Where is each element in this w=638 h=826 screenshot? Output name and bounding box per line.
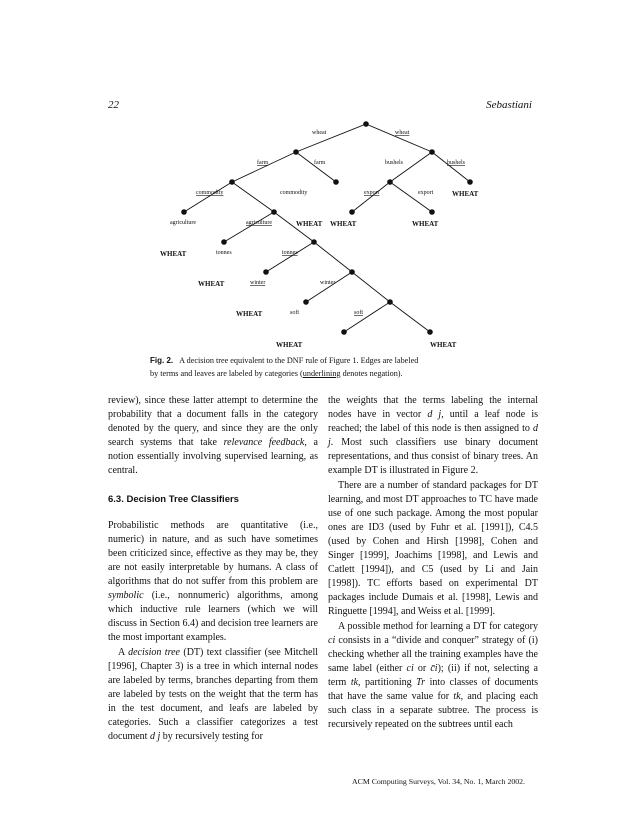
edge-label: export: [364, 190, 380, 196]
figure-caption: Fig. 2. A decision tree equivalent to the DNF rule of Figure 1. Edges are labeled by terms and leaves are labeled by categories (underlining denotes negation).: [150, 356, 419, 378]
edge-label: winter: [320, 280, 336, 286]
paragraph: Probabilistic methods are quantitative (i.e., numeric) in nature, and as such have sometimes been criticized since, effective as they may be, they are not easily interpretable by humans. A class of algorithms that do not suffer from this problem are symbolic (i.e., nonnumeric) algorithms, among which inductive rule learners (which we will discuss in Section 6.4) and decision tree learners are the most important examples.: [108, 519, 318, 644]
edge-label: bushels: [385, 160, 403, 166]
leaf-label: WHEAT: [160, 250, 187, 258]
page-number: 22: [108, 99, 119, 111]
figure-label: Fig. 2.: [150, 356, 174, 365]
paragraph: There are a number of standard packages for DT learning, and most DT approaches to TC have made use of one such package. Among the most popular ones are ID3 (used by Fuhr et al. [1991]), C4.5 (used by Cohen and Hirsh [1998], Cohen and Singer [1999], Joachims [1998], and Lewis and Catlett [1994]), and C5 (used by Li and Jain [1998]). TC efforts based on experimental DT packages include Dumais et al. [1998], Lewis and Ringuette [1994], and Weiss et al. [1999].: [328, 479, 538, 618]
paragraph: A possible method for learning a DT for category ci consists in a “divide and conquer” strategy of (i) checking whether all the training examples have the same label (either ci or c̄i); (ii) if not, selecting a term tk, partitioning Tr into classes of documents that have the same value for tk, and placing each such class in a separate subtree. The process is recursively repeated on the subtrees until each: [328, 620, 539, 731]
edge-label: export: [418, 190, 434, 196]
left-column: [108, 394, 318, 744]
edge-label: tonnes: [282, 250, 298, 256]
edge-label: farm: [257, 160, 269, 166]
edge-label: wheat: [395, 130, 410, 136]
leaf-label: WHEAT: [330, 220, 357, 228]
journal-footer: ACM Computing Surveys, Vol. 34, No. 1, March 2002.: [352, 777, 525, 786]
edge-label: commodity: [196, 190, 224, 196]
running-author: Sebastiani: [486, 99, 532, 111]
edge-label: tonnes: [216, 250, 232, 256]
edge-label: agriculture: [170, 220, 196, 226]
paragraph: review), since these latter attempt to determine the probability that a document falls in the category denoted by the query, and since they are the only search systems that take relevance feedback, a notion essentially involving supervised learning, as central.: [108, 395, 318, 477]
edge-label: soft: [354, 310, 363, 316]
edge-label: agriculture: [246, 220, 272, 226]
section-heading: 6.3. Decision Tree Classifiers: [108, 493, 239, 505]
right-column: [328, 394, 538, 732]
edge-label: farm: [314, 160, 326, 166]
leaf-label: WHEAT: [276, 341, 303, 349]
edge-label: soft: [290, 310, 299, 316]
edge-label: bushels: [447, 160, 465, 166]
paragraph: A decision tree (DT) text classifier (see Mitchell [1996], Chapter 3) is a tree in which internal nodes are labeled by terms, branches departing from them are labeled by tests on the weight that the term has in the test document, and leafs are labeled by categories. Such a classifier categorizes a test document d j by recursively testing for: [108, 646, 319, 743]
decision-tree-figure: [140, 118, 540, 350]
leaf-label: WHEAT: [198, 280, 225, 288]
leaf-label: WHEAT: [452, 190, 479, 198]
leaf-label: WHEAT: [430, 341, 457, 349]
leaf-label: WHEAT: [412, 220, 439, 228]
edge-label: wheat: [312, 130, 327, 136]
edge-label: commodity: [280, 190, 308, 196]
leaf-label: WHEAT: [236, 310, 263, 318]
edge-label: winter: [250, 280, 266, 286]
leaf-label: WHEAT: [296, 220, 323, 228]
paragraph: the weights that the terms labeling the internal nodes have in vector d j, until a leaf node is reached; the label of this node is then assigned to d j. Most such classifiers use binary document representations, and thus consist of binary trees. An example DT is illustrated in Figure 2.: [328, 395, 538, 477]
